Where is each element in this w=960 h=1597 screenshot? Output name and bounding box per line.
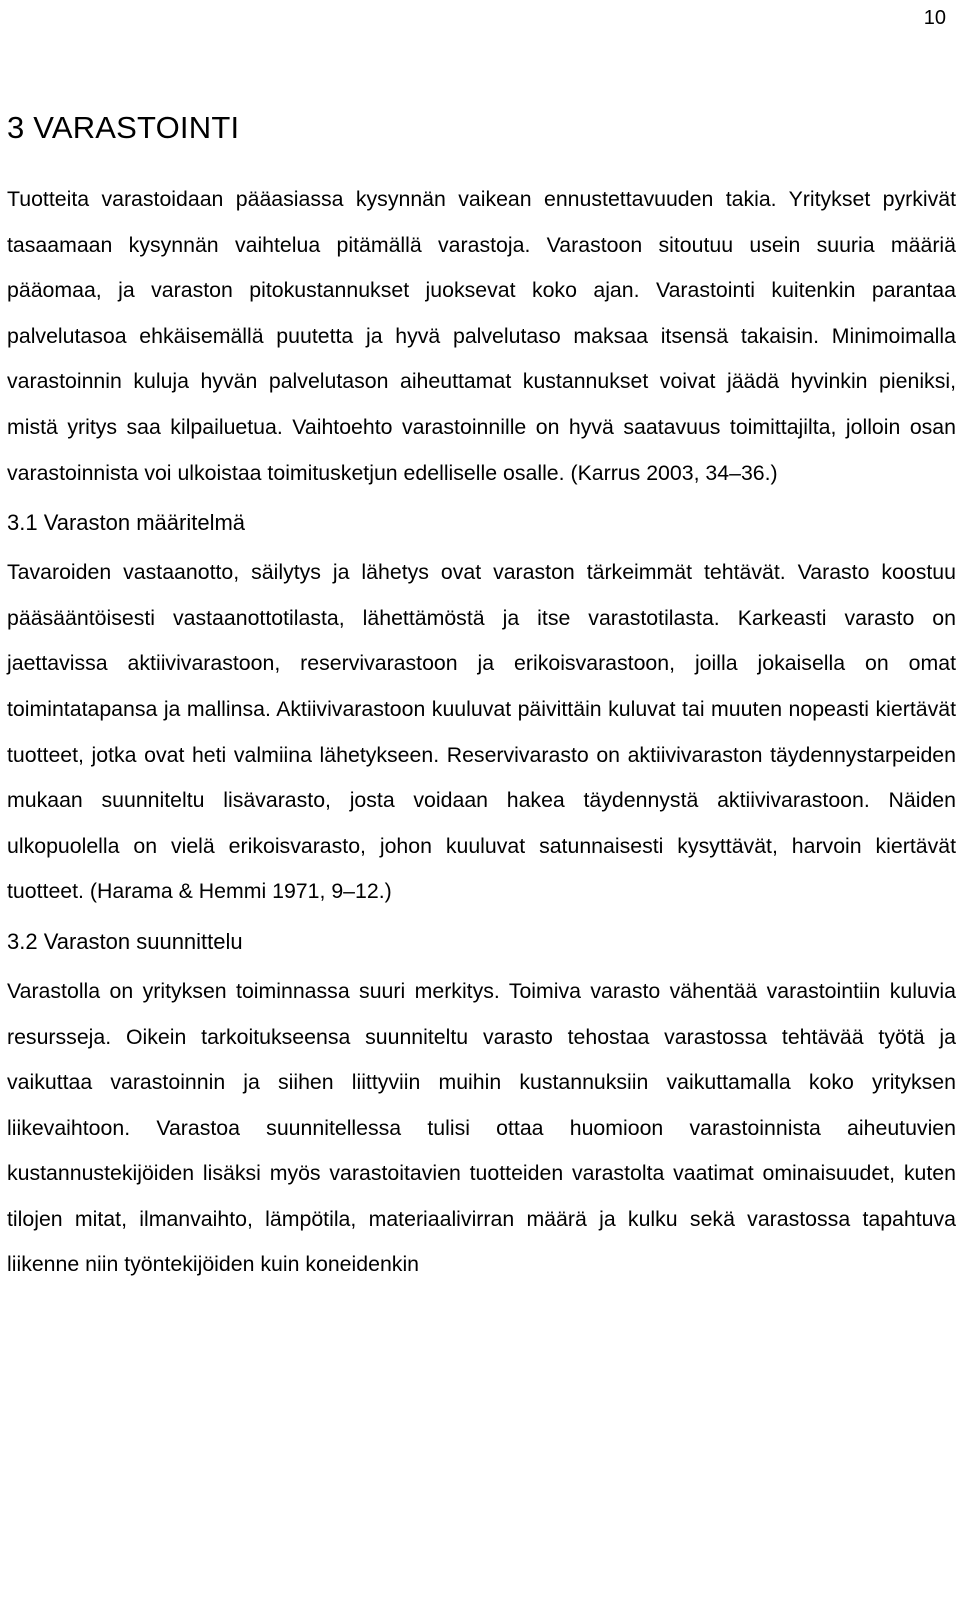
page-number: 10 <box>923 7 946 29</box>
section-title-3-2: 3.2 Varaston suunnittelu <box>7 928 243 954</box>
section-title-3-1: 3.1 Varaston määritelmä <box>7 510 246 536</box>
section-3-2-paragraph: Varastolla on yrityksen toiminnassa suuri merkitys. Toimiva varasto vähentää varastointiin kuluvia resursseja. Oikein tarkoitukseensa suunniteltu varasto tehostaa varastossa tehtävää työtä ja vaikuttaa varastoinnin ja siihen liittyviin muihin kustannuksiin vaikuttamalla koko yrityksen liikevaihtoon. Varastoa suunnitellessa tulisi ottaa huomioon varastoinnista aiheutuvien kustannustekijöiden lisäksi myös varastoitavien tuotteiden varastolta vaatimat ominaisuudet, kuten tilojen mitat, ilmanvaihto, lämpötila, materiaalivirran määrä ja kulku sekä varastossa tapahtuva liikenne niin työntekijöiden kuin koneidenkin <box>7 978 956 1277</box>
section-3-1-paragraph: Tavaroiden vastaanotto, säilytys ja lähetys ovat varaston tärkeimmät tehtävät. Varasto koostuu pääsääntöisesti vastaanottotilasta, lähettämöstä ja itse varastotilasta. Karkeasti varasto on jaettavissa aktiivivarastoon, reservivarastoon ja erikoisvarastoon, joilla jokaisella on omat toimintatapansa ja mallinsa. Aktiivivarastoon kuuluvat päivittäin kuluvat tai muuten nopeasti kiertävät tuotteet, jotka ovat heti valmiina lähetykseen. Reservivarasto on aktiivivaraston täydennystarpeiden mukaan suunniteltu lisävarasto, josta voidaan hakea täydennystä aktiivivarastoon. Näiden ulkopuolella on vielä erikoisvarasto, johon kuuluvat satunnaisesti kysyttävät, harvoin kiertävät tuotteet. (Harama & Hemmi 1971, 9–12.) <box>7 560 956 904</box>
page-content <box>7 104 956 1288</box>
chapter-title: 3 VARASTOINTI <box>7 110 240 145</box>
chapter-intro-paragraph: Tuotteita varastoidaan pääasiassa kysynnän vaikean ennustettavuuden takia. Yritykset pyrkivät tasaamaan kysynnän vaihtelua pitämällä varastoja. Varastoon sitoutuu usein suuria määriä pääomaa, ja varaston pitokustannukset juoksevat koko ajan. Varastointi kuitenkin parantaa palvelutasoa ehkäisemällä puutetta ja hyvä palvelutaso maksaa itsensä takaisin. Minimoimalla varastoinnin kuluja hyvän palvelutason aiheuttamat kustannukset voivat jäädä hyvinkin pieniksi, mistä yritys saa kilpailuetua. Vaihtoehto varastoinnille on hyvä saatavuus toimittajilta, jolloin osan varastoinnista voi ulkoistaa toimitusketjun edelliselle osalle. (Karrus 2003, 34–36.) <box>7 187 956 485</box>
